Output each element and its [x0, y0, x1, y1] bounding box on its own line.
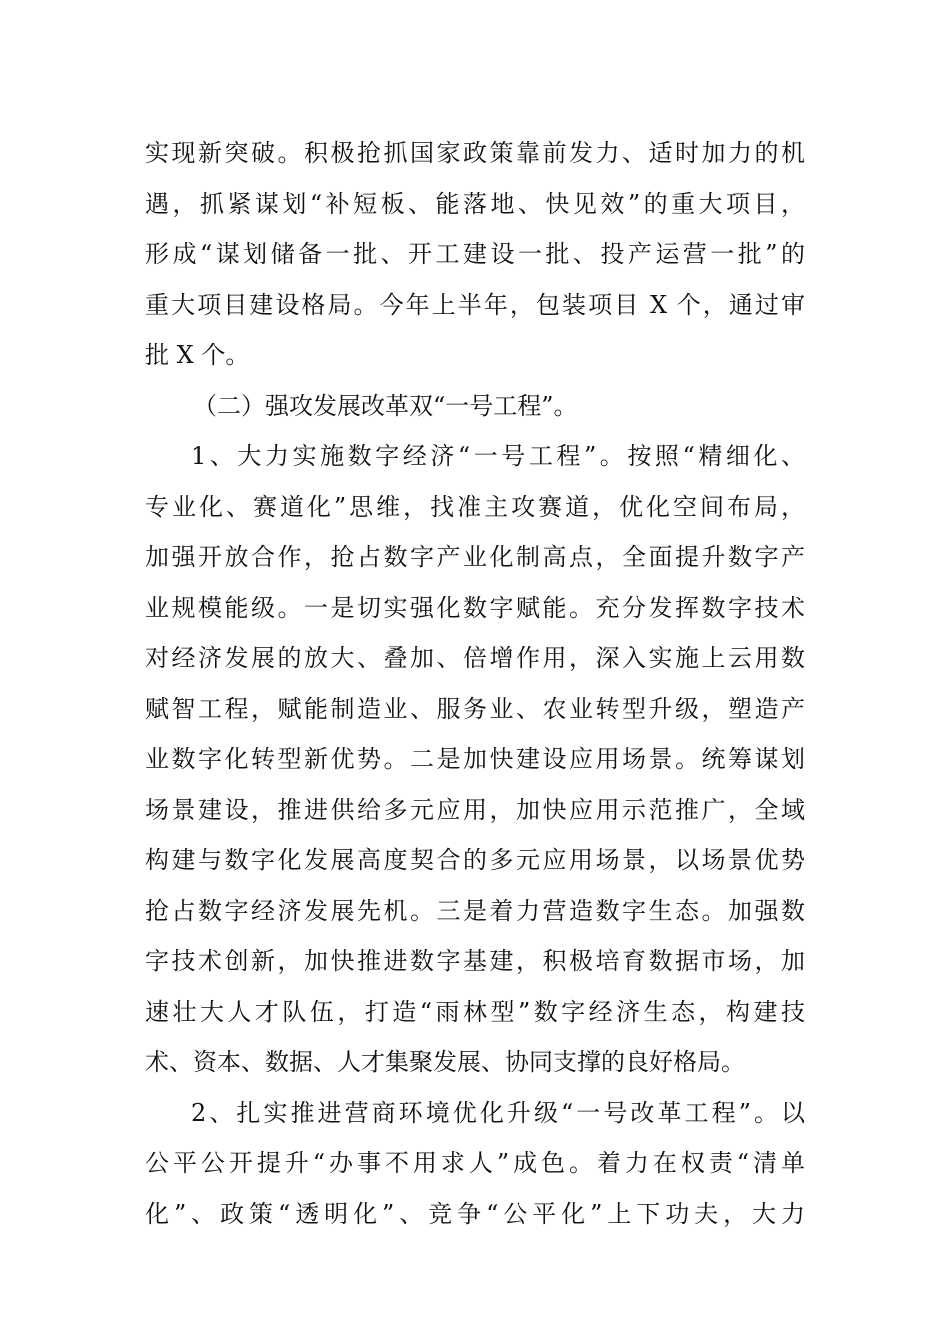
text-line: 赋智工程，赋能制造业、服务业、农业转型升级，塑造产: [145, 694, 805, 723]
text-line: 专业化、赛道化”思维，找准主攻赛道，优化空间布局，: [145, 492, 805, 521]
text-line: 2、扎实推进营商环境优化升级“一号改革工程”。以: [191, 1098, 805, 1127]
text-line: 批 X 个。: [145, 341, 250, 369]
text-line: 字技术创新，加快推进数字基建，积极培育数据市场，加: [145, 947, 805, 975]
text-line: 抢占数字经济发展先机。三是着力营造数字生态。加强数: [145, 896, 805, 925]
text-line: 化”、政策“透明化”、竞争“公平化”上下功夫，大力: [145, 1199, 805, 1228]
text-line: 速壮大人才队伍，打造“雨林型”数字经济生态，构建技: [145, 997, 805, 1026]
text-line: 遇，抓紧谋划“补短板、能落地、快见效”的重大项目，: [145, 189, 805, 218]
text-line: 业数字化转型新优势。二是加快建设应用场景。统筹谋划: [145, 745, 805, 773]
text-line: 实现新突破。积极抢抓国家政策靠前发力、适时加力的机: [145, 139, 805, 167]
text-line: 1、大力实施数字经济“一号工程”。按照“精细化、: [191, 442, 805, 470]
document-body: [145, 128, 805, 1239]
text-line: 对经济发展的放大、叠加、倍增作用，深入实施上云用数: [145, 644, 805, 672]
text-line: 加强开放合作，抢占数字产业化制高点，全面提升数字产: [145, 543, 805, 571]
text-line: 业规模能级。一是切实强化数字赋能。充分发挥数字技术: [145, 593, 805, 622]
text-line: 术、资本、数据、人才集聚发展、协同支撑的良好格局。: [145, 1048, 745, 1076]
text-line: 构建与数字化发展高度契合的多元应用场景，以场景优势: [145, 846, 805, 874]
text-line: 重大项目建设格局。今年上半年，包装项目 X 个，通过审: [145, 290, 805, 319]
text-line: 形成“谋划储备一批、开工建设一批、投产运营一批”的: [145, 240, 805, 268]
text-line: 公平公开提升“办事不用求人”成色。着力在权责“清单: [145, 1149, 805, 1177]
section-heading: （二）强攻发展改革双“一号工程”。: [193, 391, 578, 420]
text-line: 场景建设，推进供给多元应用，加快应用示范推广，全域: [145, 795, 805, 824]
